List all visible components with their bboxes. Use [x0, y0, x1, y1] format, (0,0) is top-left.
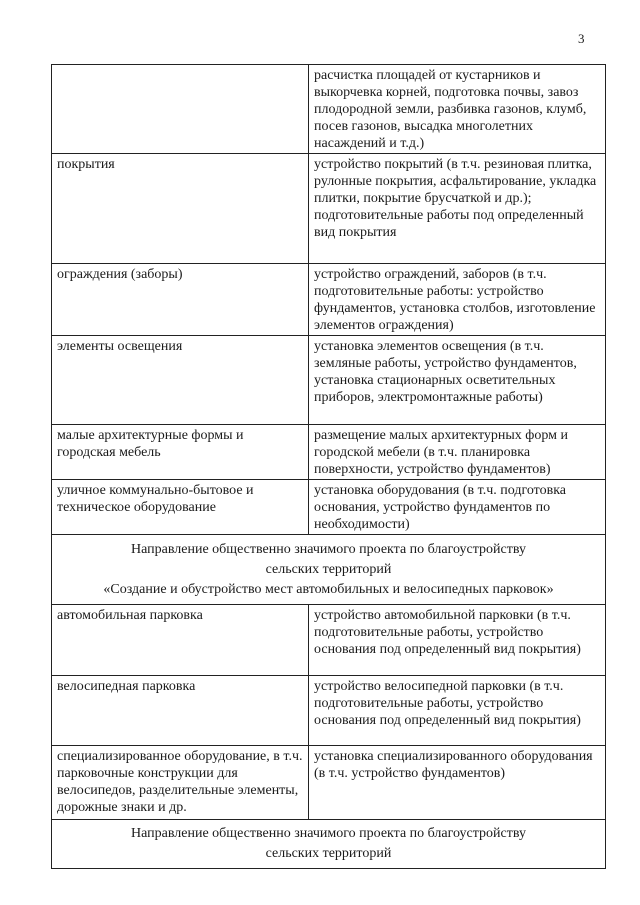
section-heading — [52, 820, 606, 869]
table-row — [52, 154, 606, 264]
works-cell: установка специализированного оборудования (в т.ч. устройство фундаментов) — [309, 746, 606, 820]
works-cell: устройство автомобильной парковки (в т.ч. подготовительные работы, устройство основания под определенный вид покрытия) — [309, 605, 606, 676]
works-cell: установка элементов освещения (в т.ч. земляные работы, устройство фундаментов, установка стационарных осветительных приборов, электромонтажные работы) — [309, 336, 606, 425]
table-row — [52, 746, 606, 820]
works-cell: устройство покрытий (в т.ч. резиновая плитка, рулонные покрытия, асфальтирование, укладка плитки, покрытие брусчаткой и др.); подготовительные работы под определенный вид покрытия — [309, 154, 606, 264]
page-number: 3 — [578, 31, 585, 46]
heading-line: «Создание и обустройство мест автомобильных и велосипедных парковок» — [103, 581, 554, 597]
table-row — [52, 336, 606, 425]
object-cell: уличное коммунально-бытовое и техническое оборудование — [52, 480, 309, 535]
works-cell: устройство велосипедной парковки (в т.ч. подготовительные работы, устройство основания под определенный вид покрытия) — [309, 676, 606, 746]
works-table — [51, 64, 606, 869]
heading-line: сельских территорий — [265, 846, 392, 861]
heading-line: сельских территорий — [265, 561, 392, 577]
works-cell: расчистка площадей от кустарников и выкорчевка корней, подготовка почвы, завоз плодородной земли, разбивка газонов, клумб, посев газонов, высадка многолетних насаждений и т.д.) — [309, 65, 606, 154]
section-heading-row — [52, 820, 606, 869]
object-cell: ограждения (заборы) — [52, 264, 309, 336]
object-cell: велосипедная парковка — [52, 676, 309, 746]
heading-line: Направление общественно значимого проекта по благоустройству — [131, 541, 526, 557]
object-cell: малые архитектурные формы и городская мебель — [52, 425, 309, 480]
table-row — [52, 676, 606, 746]
table-row — [52, 425, 606, 480]
table-row — [52, 605, 606, 676]
works-cell: установка оборудования (в т.ч. подготовка основания, устройство фундаментов по необходимости) — [309, 480, 606, 535]
object-cell: автомобильная парковка — [52, 605, 309, 676]
table-row — [52, 264, 606, 336]
object-cell: покрытия — [52, 154, 309, 264]
table-row — [52, 65, 606, 154]
works-cell: устройство ограждений, заборов (в т.ч. подготовительные работы: устройство фундаментов, установка столбов, изготовление элементов ограждения) — [309, 264, 606, 336]
object-cell: элементы освещения — [52, 336, 309, 425]
heading-line: Направление общественно значимого проекта по благоустройству — [131, 826, 526, 841]
section-heading-row — [52, 535, 606, 605]
table-row — [52, 480, 606, 535]
works-cell: размещение малых архитектурных форм и городской мебели (в т.ч. планировка поверхности, устройство фундаментов) — [309, 425, 606, 480]
section-heading — [52, 535, 606, 605]
object-cell: специализированное оборудование, в т.ч. парковочные конструкции для велосипедов, разделительные элементы, дорожные знаки и др. — [52, 746, 309, 820]
object-cell — [52, 65, 309, 154]
